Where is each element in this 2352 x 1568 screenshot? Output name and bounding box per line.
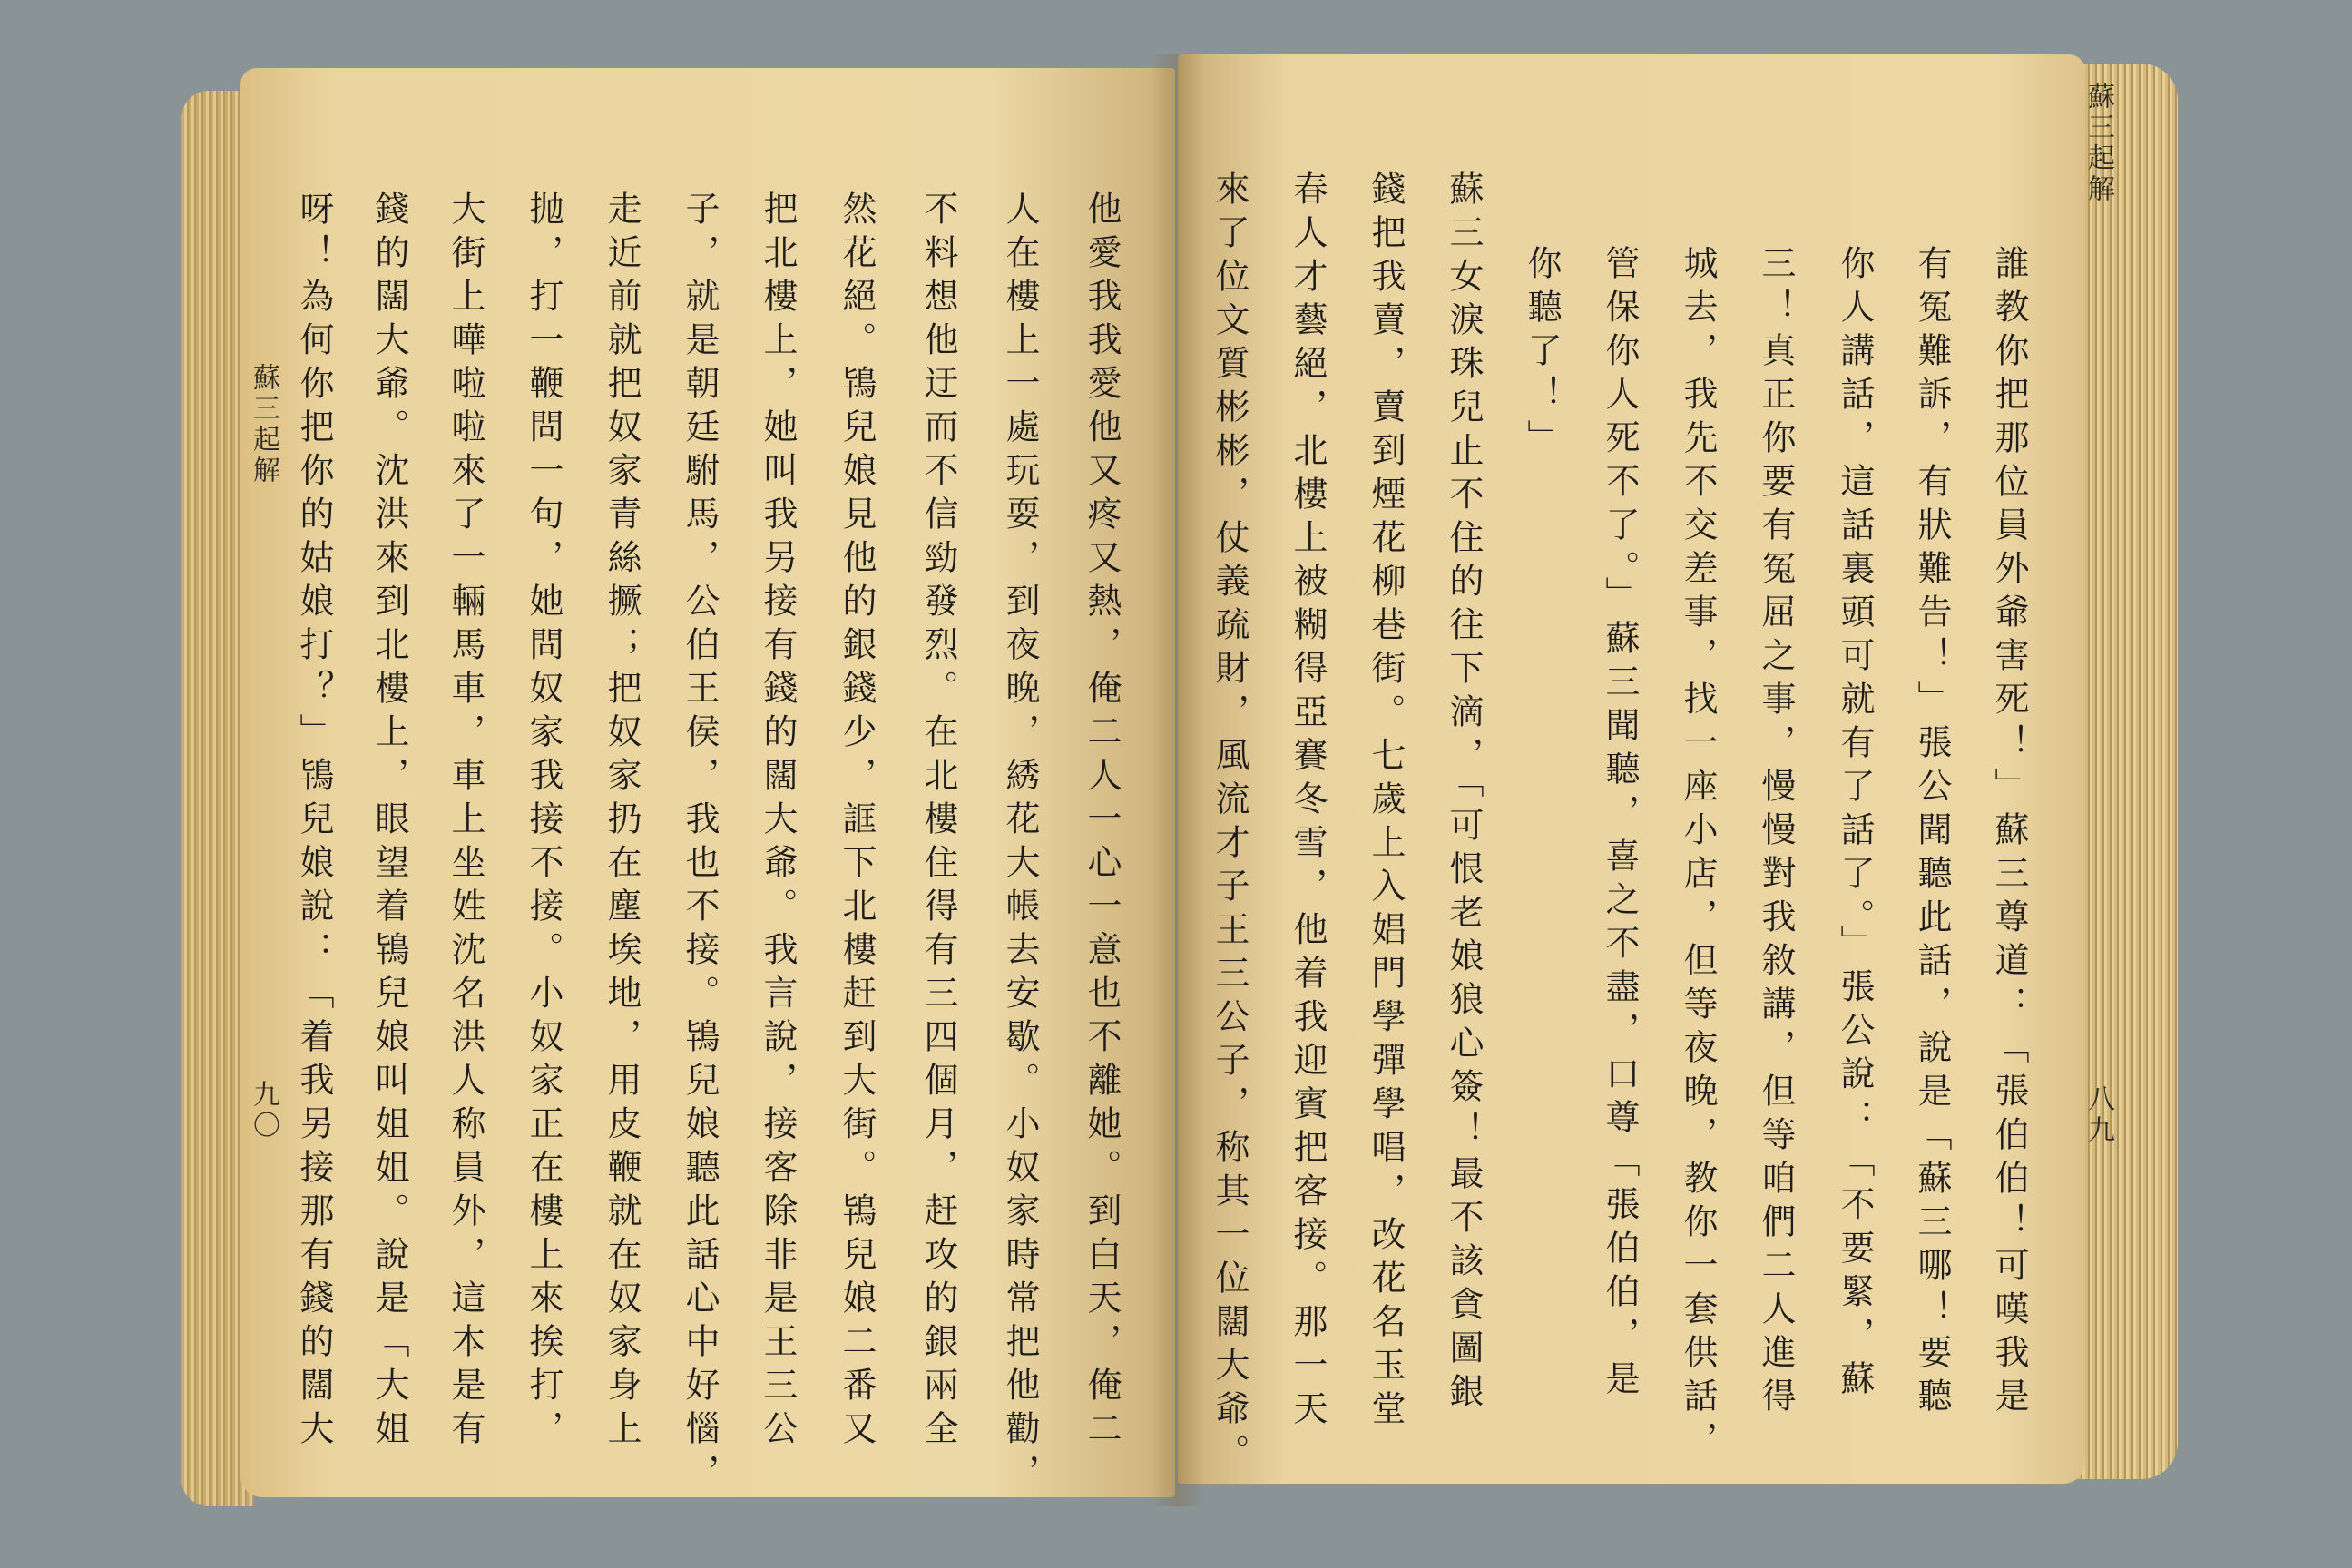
right-running-title: 蘇三起解: [2082, 82, 2114, 205]
left-col-11: 呀！為何你把你的姑娘打？」鴇兒娘說：「着我另接那有錢的闊大: [294, 191, 334, 1454]
right-col-7: 你聽了！」: [1522, 245, 1562, 463]
left-col-6: 子，就是朝廷駙馬，公伯王侯，我也不接。鴇兒娘聽此話心中好惱，: [680, 191, 720, 1497]
right-col-6: 管保你人死不了。」蘇三聞聽，喜之不盡，口尊「張伯伯，是: [1600, 245, 1640, 1404]
left-col-5: 把北樓上，她叫我另接有錢的闊大爺。我言說，接客除非是王三公: [758, 191, 798, 1454]
right-col-4: 三！真正你要有冤屈之事，慢慢對我敘講，但等咱們二人進得: [1756, 245, 1796, 1421]
right-page-number: 八九: [2082, 1084, 2114, 1146]
left-col-7: 走近前就把奴家青絲撅；把奴家扔在塵埃地，用皮鞭就在奴家身上: [602, 191, 642, 1454]
left-col-2: 人在樓上一處玩耍，到夜晚，綉花大帳去安歇。小奴家時常把他勸，: [1000, 191, 1040, 1497]
left-col-9: 大街上嘩啦啦來了一輛馬車，車上坐姓沈名洪人称員外，這本是有: [446, 191, 485, 1454]
right-col-11: 來了位文質彬彬，仗義疏財，風流才子王三公子，称其一位闊大爺。: [1210, 171, 1250, 1477]
right-col-9: 錢把我賣，賣到煙花柳巷街。七歲上入娼門學彈學唱，改花名玉堂: [1366, 171, 1406, 1434]
right-col-5: 城去，我先不交差事，找一座小店，但等夜晚，教你一套供話，: [1678, 245, 1718, 1465]
left-page-number: 九〇: [248, 1080, 279, 1142]
right-col-8: 蘇三女淚珠兒止不住的往下滴，「可恨老娘狼心簽！最不該貪圖銀: [1444, 171, 1484, 1416]
left-col-8: 抛，打一鞭問一句，她問奴家我接不接。小奴家正在樓上來挨打，: [524, 191, 564, 1454]
left-col-4: 然花絕。鴇兒娘見他的銀錢少，誆下北樓赶到大街。鴇兒娘二番又: [837, 191, 877, 1454]
right-col-3: 你人講話，這話裏頭可就有了話了。」張公說：「不要緊，蘇: [1835, 245, 1875, 1404]
right-col-2: 有冤難訴，有狀難告！」張公聞聽此話，說是「蘇三哪！要聽: [1912, 245, 1952, 1421]
left-running-title: 蘇三起解: [248, 363, 279, 486]
left-col-3: 不料想他迂而不信勁發烈。在北樓住得有三四個月，赶攻的銀兩全: [918, 191, 958, 1454]
right-page-edges: [2078, 64, 2178, 1479]
right-col-1: 誰教你把那位員外爺害死！」蘇三尊道：「張伯伯！可嘆我是: [1989, 245, 2029, 1421]
left-col-10: 錢的闊大爺。沈洪來到北樓上，眼望着鴇兒娘叫姐姐。說是「大姐: [369, 191, 409, 1454]
right-col-10: 春人才藝絕，北樓上被糊得亞賽冬雪，他着我迎賓把客接。那一天: [1288, 171, 1328, 1434]
left-col-1: 他愛我我愛他又疼又熱，俺二人一心一意也不離她。到白天，俺二: [1082, 191, 1122, 1454]
book-spine: [1151, 54, 1205, 1506]
